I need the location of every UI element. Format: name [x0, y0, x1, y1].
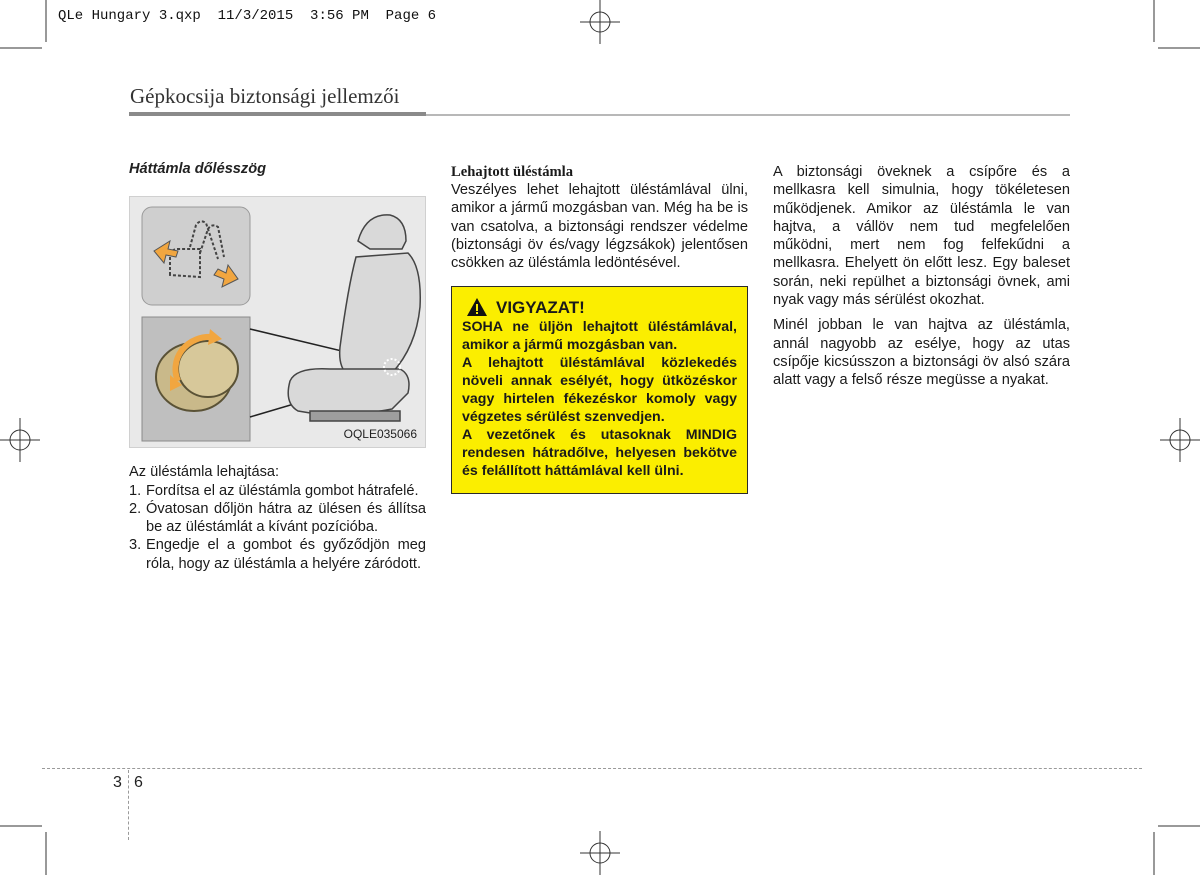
- warning-paragraph: A vezetőnek és utasoknak MINDIG rendesen hátradőlve, helyesen bekötve és felállított háttámlával kell ülni.: [462, 426, 737, 479]
- title-rule-dark: [129, 112, 426, 116]
- registration-mark-icon: [1160, 418, 1200, 462]
- step-text: Engedje el a gombot és győződjön meg róla, hogy az üléstámla a helyére záródott.: [146, 537, 426, 572]
- seat-illustration: [130, 197, 426, 448]
- registration-mark-icon: [580, 0, 620, 44]
- title-rule-light: [426, 114, 1070, 116]
- recline-steps-list: [129, 482, 426, 573]
- step-number: 2.: [129, 500, 142, 517]
- seatbelt-paragraph: A biztonsági öveknek a csípőre és a mellkasra kell simulnia, hogy tökéletesen működjenek. Amikor az üléstámla le van hajtva, a vállöv nem tud megfelelően működni, mert nem fog felfekűdni a mellkasra. Ehelyett ön előtt lesz. Egy baleset során, neki repülhet a biztonsági övnek, ami nyak vagy más sérülést okozhat.: [773, 164, 1070, 309]
- steps-intro: Az üléstámla lehajtása:: [129, 464, 280, 481]
- warning-paragraph: A lehajtott üléstámlával közlekedés növeli annak esélyét, hogy ütközéskor vagy hirtelen fékezéskor komoly vagy végzetes sérülést szenvedjen.: [462, 355, 737, 426]
- warning-paragraph: SOHA ne üljön lehajtott üléstámlával, amikor a jármű mozgásban van.: [462, 319, 737, 354]
- subheading-seat-recline: Háttámla dőlésszög: [129, 161, 267, 177]
- warning-header: [462, 297, 737, 317]
- page-number: 6: [134, 774, 143, 791]
- footer-divider: [128, 770, 129, 840]
- chapter-number: 3: [113, 774, 122, 791]
- warning-triangle-icon: [466, 297, 488, 317]
- step-text: Fordítsa el az üléstámla gombot hátrafelé.: [146, 482, 419, 499]
- seat-recline-figure: [129, 196, 426, 448]
- print-header: QLe Hungary 3.qxp 11/3/2015 3:56 PM Page 6: [58, 8, 437, 24]
- column-middle: [451, 163, 748, 494]
- reclined-seatback-text: Veszélyes lehet lehajtott üléstámlával ülni, amikor a jármű mozgásban van. Még ha be is van csatolva, a biztonsági rendszer védelme (biztonsági öv és/vagy légzsákok) jelentősen csökken az üléstámla ledöntésével.: [451, 182, 748, 272]
- step-number: 1.: [129, 482, 142, 499]
- recline-risk-paragraph: Minél jobban le van hajtva az üléstámla, annál nagyobb az esélye, hogy az utas csípője kicsússzon a biztonsági öv alsó szára alatt vagy a felső része megüsse a nyakat.: [773, 317, 1070, 389]
- registration-mark-icon: [0, 418, 40, 462]
- footer-rule: [42, 768, 1142, 769]
- column-right: [773, 163, 1070, 390]
- subheading-reclined-seatback: Lehajtott üléstámla: [451, 164, 574, 180]
- step-number: 3.: [129, 537, 142, 554]
- registration-mark-icon: [580, 831, 620, 875]
- warning-box: [451, 286, 748, 493]
- list-item: [129, 500, 426, 537]
- section-title: Gépkocsija biztonsági jellemzői: [130, 84, 400, 108]
- figure-code: OQLE035066: [343, 427, 417, 441]
- warning-title: VIGYAZAT!: [496, 297, 585, 317]
- list-item: [129, 536, 426, 573]
- car-seat-drawing: [288, 215, 420, 421]
- list-item: [129, 482, 426, 500]
- step-text: Óvatosan dőljön hátra az ülésen és állítsa be az üléstámlát a kívánt pozícióba.: [146, 500, 426, 536]
- column-left: [129, 160, 426, 573]
